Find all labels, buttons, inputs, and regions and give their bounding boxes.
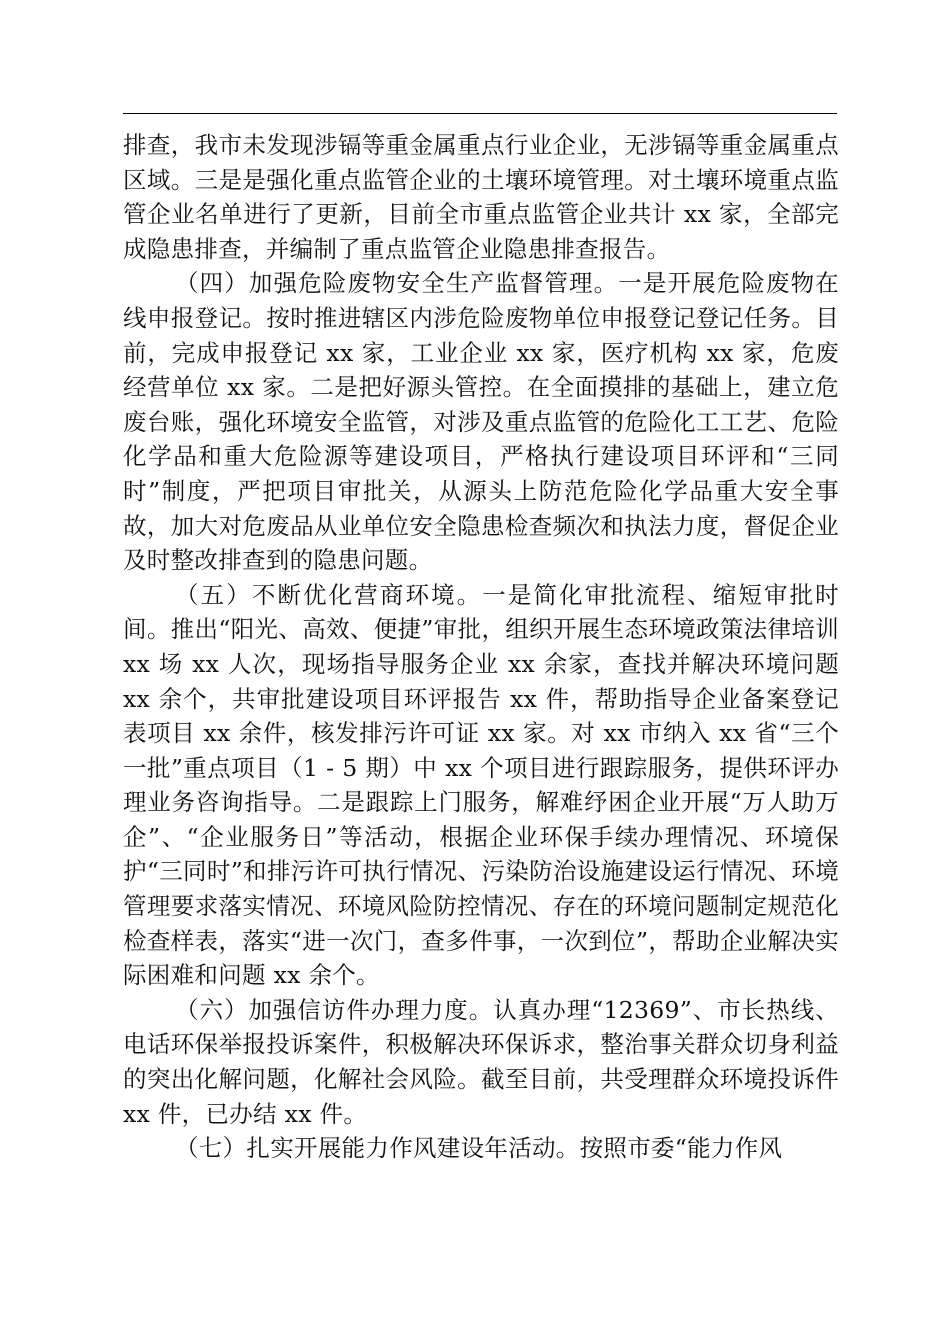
paragraph-petitions: （六）加强信访件办理力度。认真办理“12369”、市长热线、电话环保举报投诉案件，积极解决环保诉求，整治事关群众切身利益的突出化解问题，化解社会风险。截至目前，共受理群众环境投诉件 xx 件，已办结 xx 件。 xyxy=(123,995,839,1128)
paragraph-hazardous-waste: （四）加强危险废物安全生产监督管理。一是开展危险废物在线申报登记。按时推进辖区内涉危险废物单位申报登记登记任务。目前，完成申报登记 xx 家，工业企业 xx 家，医疗机构 xx 家，危废经营单位 xx 家。二是把好源头管控。在全面摸排的基础上，建立危废台账，强化环境安全监管，对涉及重点监管的危险化工工艺、危险化学品和重大危险源等建设项目，严格执行建设项目环评和“三同时”制度，严把项目审批关，从源头上防范危险化学品重大安全事故，加大对危废品从业单位安全隐患检查频次和执法力度，督促企业及时整改排查到的隐患问题。 xyxy=(123,269,839,575)
header-rule xyxy=(123,113,837,114)
paragraph-capability-style: （七）扎实开展能力作风建设年活动。按照市委“能力作风 xyxy=(175,1134,783,1163)
paragraph-continuation: 排查，我市未发现涉镉等重金属重点行业企业，无涉镉等重金属重点区域。三是是强化重点监管企业的土壤环境管理。对土壤环境重点监管企业名单进行了更新，目前全市重点监管企业共计 xx 家，全部完成隐患排查，并编制了重点监管企业隐患排查报告。 xyxy=(123,131,839,263)
document-body xyxy=(123,128,839,1166)
paragraph-business-environment: （五）不断优化营商环境。一是简化审批流程、缩短审批时间。推出“阳光、高效、便捷”审批，组织开展生态环境政策法律培训 xx 场 xx 人次，现场指导服务企业 xx 余家，查找并解决环境问题 xx 余个，共审批建设项目环评报告 xx 件，帮助指导企业备案登记表项目 xx 余件，核发排污许可证 xx 家。对 xx 市纳入 xx 省“三个一批”重点项目（1 - 5 期）中 xx 个项目进行跟踪服务，提供环评办理业务咨询指导。二是跟踪上门服务，解难纾困企业开展“万人助万企”、“企业服务日”等活动，根据企业环保手续办理情况、环境保护“三同时”和排污许可执行情况、污染防治设施建设运行情况、环境管理要求落实情况、环境风险防控情况、存在的环境问题制定规范化检查样表，落实“进一次门，查多件事，一次到位”，帮助企业解决实际困难和问题 xx 余个。 xyxy=(123,580,839,990)
